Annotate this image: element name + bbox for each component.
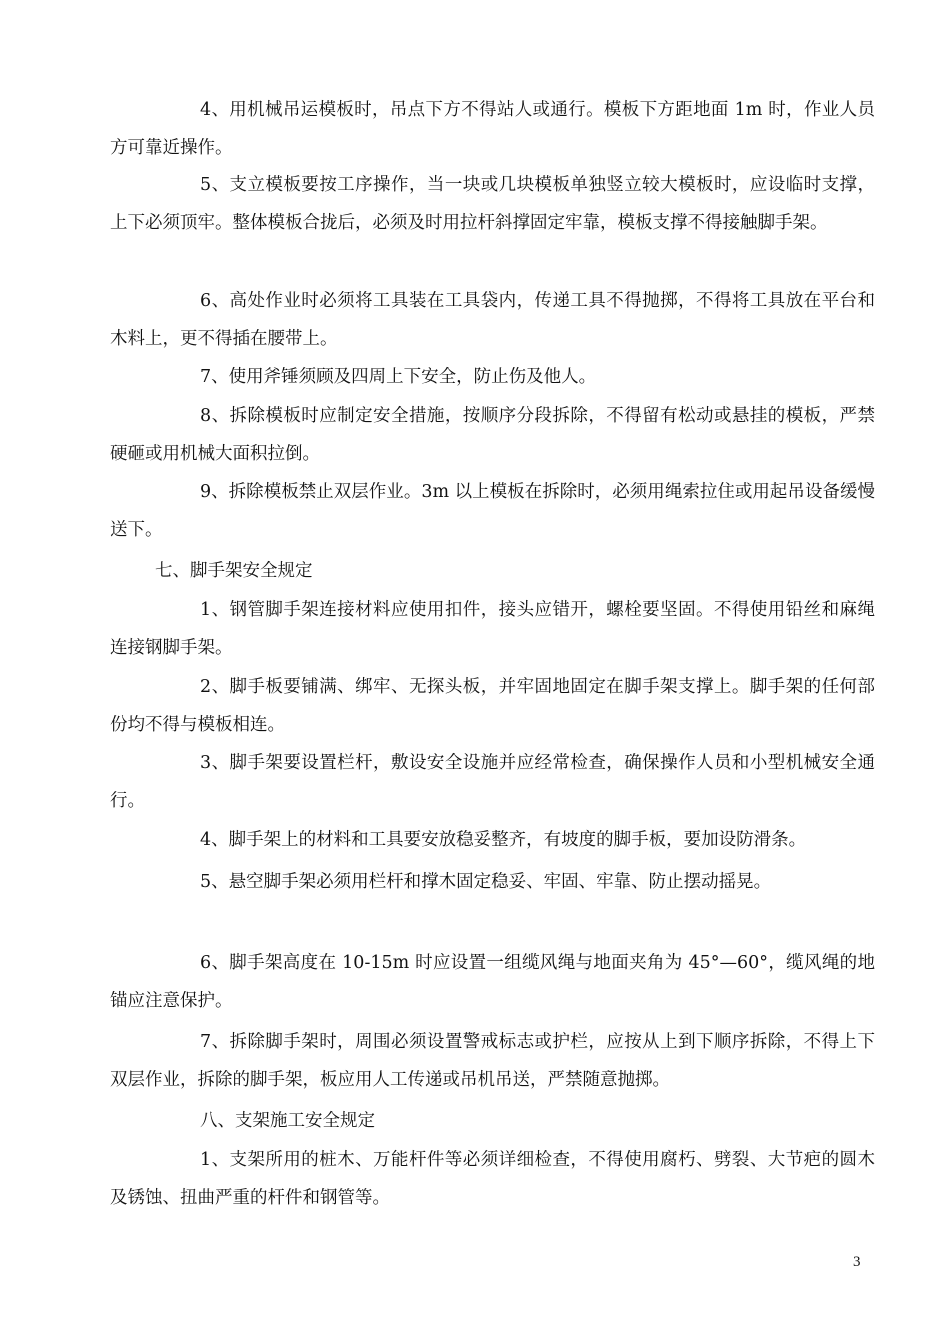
section-7-item-3: 3、脚手架要设置栏杆，敷设安全设施并应经常检查，确保操作人员和小型机械安全通行。 [110,753,875,811]
section-7-heading: 七、脚手架安全规定 [155,561,313,581]
section-7-item-7: 7、拆除脚手架时，周围必须设置警戒标志或护栏，应按从上到下顺序拆除，不得上下双层作业，拆除的脚手架，板应用人工传递或吊机吊送，严禁随意抛掷。 [110,1032,875,1090]
page-number: 3 [853,1254,861,1270]
section-8-heading: 八、支架施工安全规定 [200,1111,375,1131]
section-7-item-5: 5、悬空脚手架必须用栏杆和撑木固定稳妥、牢固、牢靠、防止摆动摇晃。 [200,872,772,892]
section-7-item-2: 2、脚手板要铺满、绑牢、无探头板，并牢固地固定在脚手架支撑上。脚手架的任何部份均不得与模板相连。 [110,677,875,735]
paragraph-8: 8、拆除模板时应制定安全措施，按顺序分段拆除，不得留有松动或悬挂的模板，严禁硬砸或用机械大面积拉倒。 [110,406,875,464]
paragraph-9: 9、拆除模板禁止双层作业。3m 以上模板在拆除时，必须用绳索拉住或用起吊设备缓慢送下。 [110,482,875,540]
paragraph-5: 5、支立模板要按工序操作，当一块或几块模板单独竖立较大模板时，应设临时支撑，上下必须顶牢。整体模板合拢后，必须及时用拉杆斜撑固定牢靠，模板支撑不得接触脚手架。 [110,175,875,233]
section-7-item-4: 4、脚手架上的材料和工具要安放稳妥整齐，有坡度的脚手板，要加设防滑条。 [200,830,807,850]
paragraph-4: 4、用机械吊运模板时，吊点下方不得站人或通行。模板下方距地面 1m 时，作业人员方可靠近操作。 [110,100,875,158]
paragraph-7: 7、使用斧锤须顾及四周上下安全，防止伤及他人。 [200,367,597,387]
paragraph-6: 6、高处作业时必须将工具装在工具袋内，传递工具不得抛掷，不得将工具放在平台和木料上，更不得插在腰带上。 [110,291,875,349]
section-7-item-1: 1、钢管脚手架连接材料应使用扣件，接头应错开，螺栓要坚固。不得使用铅丝和麻绳连接钢脚手架。 [110,600,875,658]
section-7-item-6: 6、脚手架高度在 10-15m 时应设置一组缆风绳与地面夹角为 45°—60°，缆风绳的地锚应注意保护。 [110,953,875,1011]
section-8-item-1: 1、支架所用的桩木、万能杆件等必须详细检查，不得使用腐朽、劈裂、大节疤的圆木及锈蚀、扭曲严重的杆件和钢管等。 [110,1150,875,1208]
